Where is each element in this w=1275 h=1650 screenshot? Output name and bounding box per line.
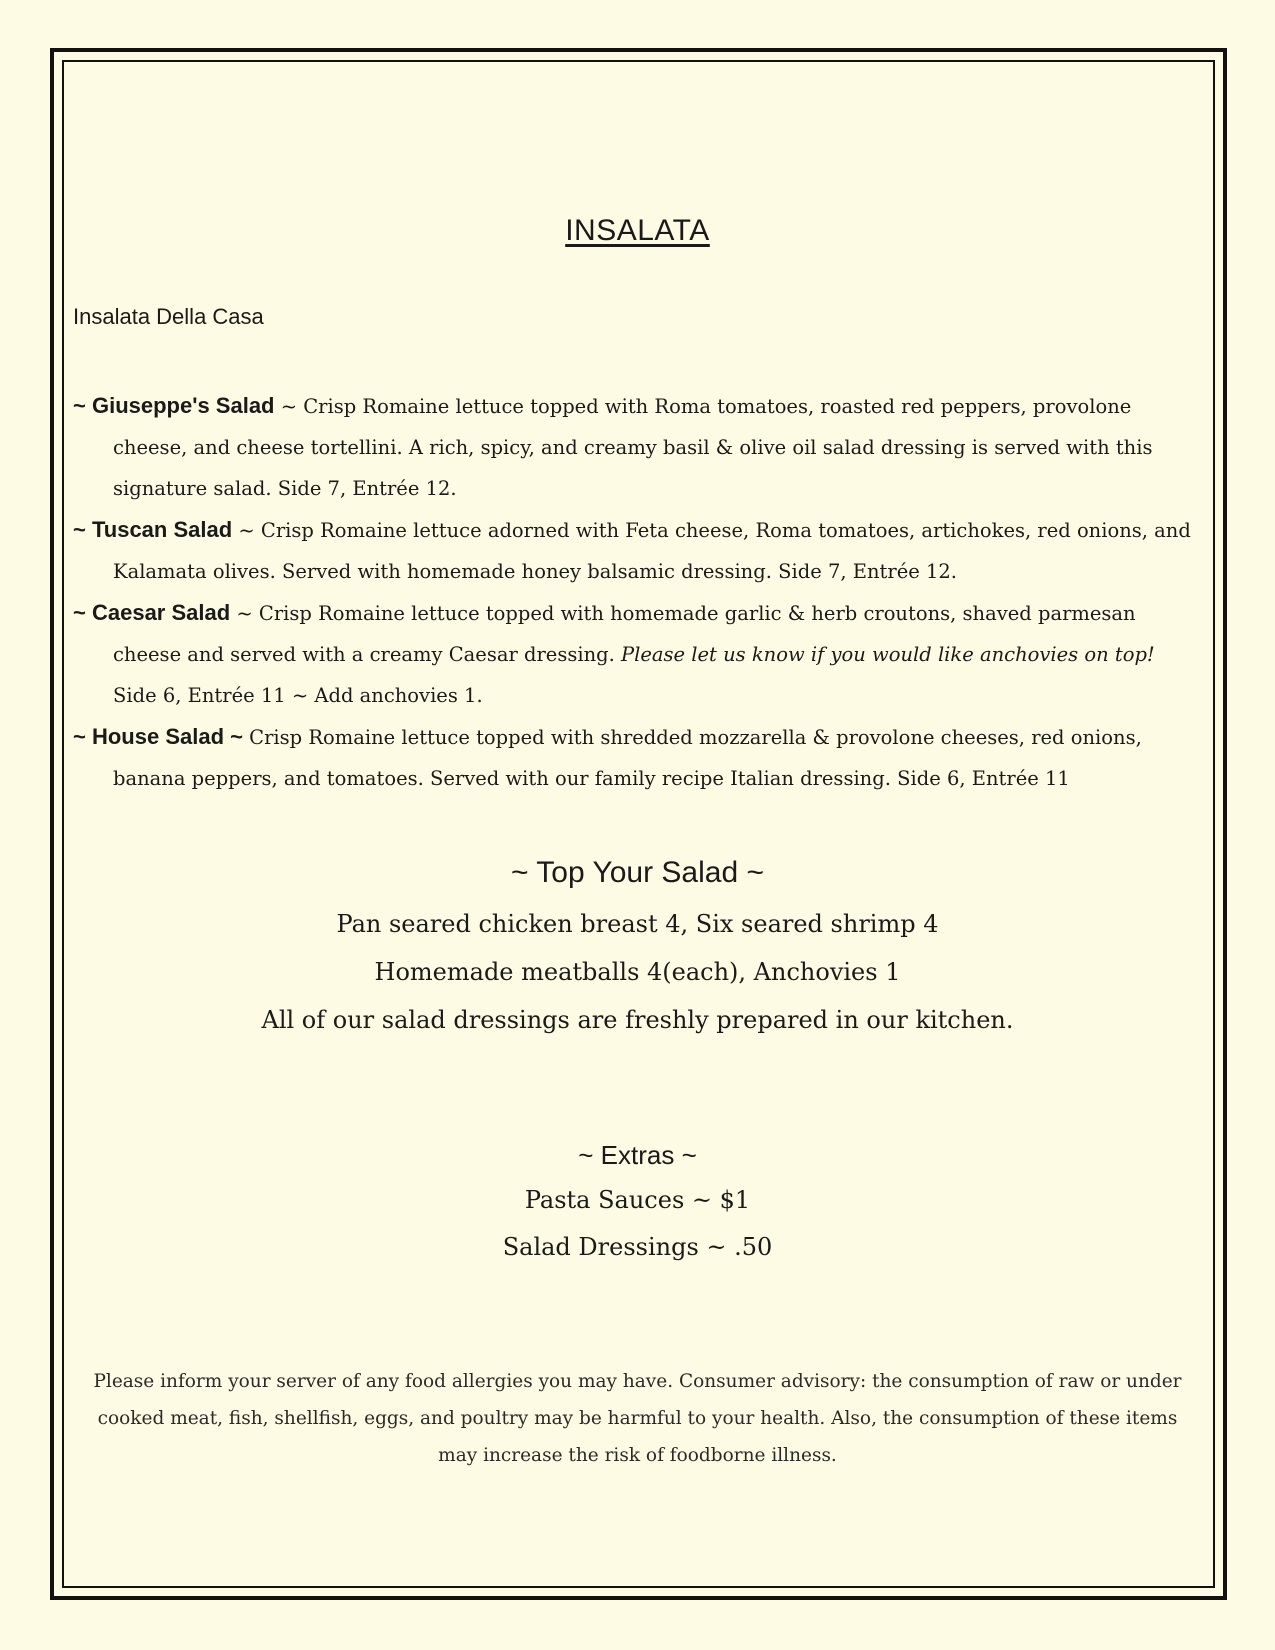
salad-item-caesar xyxy=(73,592,1203,716)
salad-description: ~ Crisp Romaine lettuce adorned with Feta cheese, Roma tomatoes, artichokes, red onions, and Kalamata olives. Served with homemade honey balsamic dressing. Side 7, Entrée 12. xyxy=(113,519,1191,583)
extras-line: Salad Dressings ~ .50 xyxy=(502,1233,773,1261)
salad-prefix: ~ xyxy=(73,724,92,749)
toppings-line: Pan seared chicken breast 4, Six seared shrimp 4 xyxy=(336,910,939,938)
salad-after-note: Side 6, Entrée 11 ~ Add anchovies 1. xyxy=(113,684,483,707)
salad-description: Crisp Romaine lettuce topped with shredded mozzarella & provolone cheeses, red onions, banana peppers, and tomatoes. Served with our family recipe Italian dressing. Side 6, Entrée 11 xyxy=(113,726,1142,790)
toppings-line: All of our salad dressings are freshly prepared in our kitchen. xyxy=(261,1006,1014,1034)
salad-name xyxy=(73,517,232,542)
salad-note: Please let us know if you would like anchovies on top! xyxy=(621,643,1155,666)
section-subtitle: Insalata Della Casa xyxy=(73,304,264,329)
salad-item-giuseppes xyxy=(73,385,1203,509)
toppings-heading: ~ Top Your Salad ~ xyxy=(510,856,764,889)
salad-prefix: ~ xyxy=(73,517,92,542)
extras-line: Pasta Sauces ~ $1 xyxy=(524,1186,751,1214)
salad-description: ~ Crisp Romaine lettuce topped with Roma tomatoes, roasted red peppers, provolone cheese, and cheese tortellini. A rich, spicy, and creamy basil & olive oil salad dressing is served with this signature salad. Side 7, Entrée 12. xyxy=(113,395,1153,500)
salad-item-tuscan xyxy=(73,509,1203,592)
allergy-advisory: Please inform your server of any food allergies you may have. Consumer advisory: the consumption of raw or under cooked meat, fish, shellfish, eggs, and poultry may be harmful to your health. Also, the consumption of these items may increase the risk of foodborne illness. xyxy=(93,1371,1182,1466)
salad-prefix: ~ xyxy=(73,600,92,625)
extras-section xyxy=(0,1140,1275,1271)
toppings-section xyxy=(0,856,1275,1044)
salad-prefix: ~ xyxy=(73,393,92,418)
salad-list xyxy=(73,385,1203,799)
salad-name-text: House Salad ~ xyxy=(91,724,243,749)
salad-description: ~ Crisp Romaine lettuce topped with homemade garlic & herb croutons, shaved parmesan cheese and served with a creamy Caesar dressing. xyxy=(113,602,1136,666)
toppings-line: Homemade meatballs 4(each), Anchovies 1 xyxy=(374,958,901,986)
menu-title: INSALATA xyxy=(565,214,710,247)
salad-name xyxy=(73,393,275,418)
salad-name-text: Tuscan Salad xyxy=(91,517,233,542)
salad-name-text: Caesar Salad xyxy=(91,600,231,625)
extras-heading: ~ Extras ~ xyxy=(578,1140,697,1170)
salad-name-text: Giuseppe's Salad xyxy=(91,393,275,418)
salad-name xyxy=(73,600,230,625)
salad-name xyxy=(73,724,243,749)
page-border-inner xyxy=(62,60,1215,1588)
salad-item-house xyxy=(73,716,1203,799)
